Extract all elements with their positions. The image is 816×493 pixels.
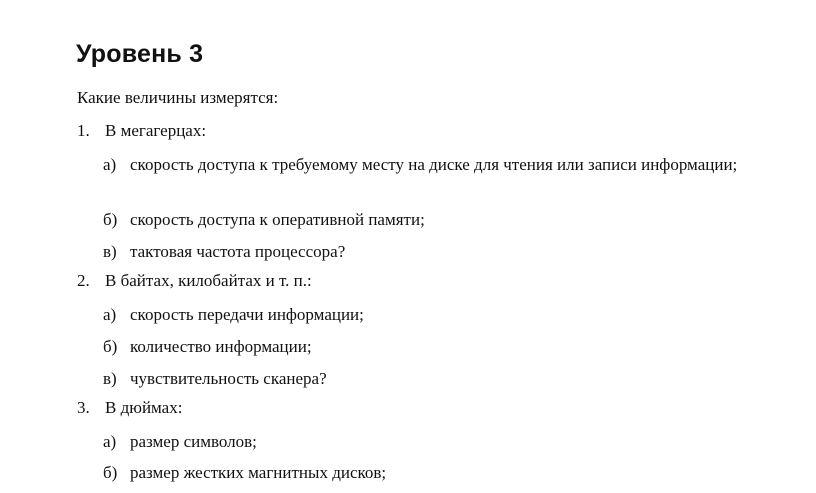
option-letter: б): [103, 337, 118, 356]
option-text: чувствительность сканера?: [130, 369, 327, 388]
option-1c: [103, 240, 787, 263]
question-number: 1.: [77, 121, 90, 140]
option-letter: в): [103, 242, 117, 261]
option-letter: а): [103, 305, 117, 324]
question-text: В дюймах:: [105, 398, 183, 417]
option-letter: а): [103, 432, 117, 451]
option-text: скорость доступа к требуемому месту на диске для чтения или записи информации;: [130, 155, 738, 174]
option-1b: [103, 208, 787, 231]
option-text: размер жестких магнитных дисков;: [130, 463, 387, 482]
option-text: скорость передачи информации;: [130, 305, 364, 324]
option-letter: а): [103, 155, 117, 174]
question-1: [77, 121, 206, 141]
option-letter: б): [103, 463, 118, 482]
question-number: 3.: [77, 398, 90, 417]
option-letter: б): [103, 210, 118, 229]
option-1a: [103, 153, 787, 176]
option-text: тактовая частота процессора?: [130, 242, 346, 261]
option-letter: в): [103, 369, 117, 388]
option-2a: [103, 303, 787, 326]
option-2b: [103, 335, 787, 358]
page-title: Уровень 3: [76, 40, 204, 68]
question-text: В мегагерцах:: [105, 121, 207, 140]
option-2c: [103, 367, 787, 390]
question-text: В байтах, килобайтах и т. п.:: [105, 271, 312, 290]
option-text: размер символов;: [130, 432, 257, 451]
option-text: скорость доступа к оперативной памяти;: [130, 210, 425, 229]
question-number: 2.: [77, 271, 90, 290]
intro-text: Какие величины измерятся:: [77, 88, 279, 107]
option-3a: [103, 430, 787, 453]
question-3: [77, 398, 182, 418]
option-text: количество информации;: [130, 337, 312, 356]
option-3b: [103, 461, 787, 484]
question-2: [77, 271, 312, 291]
